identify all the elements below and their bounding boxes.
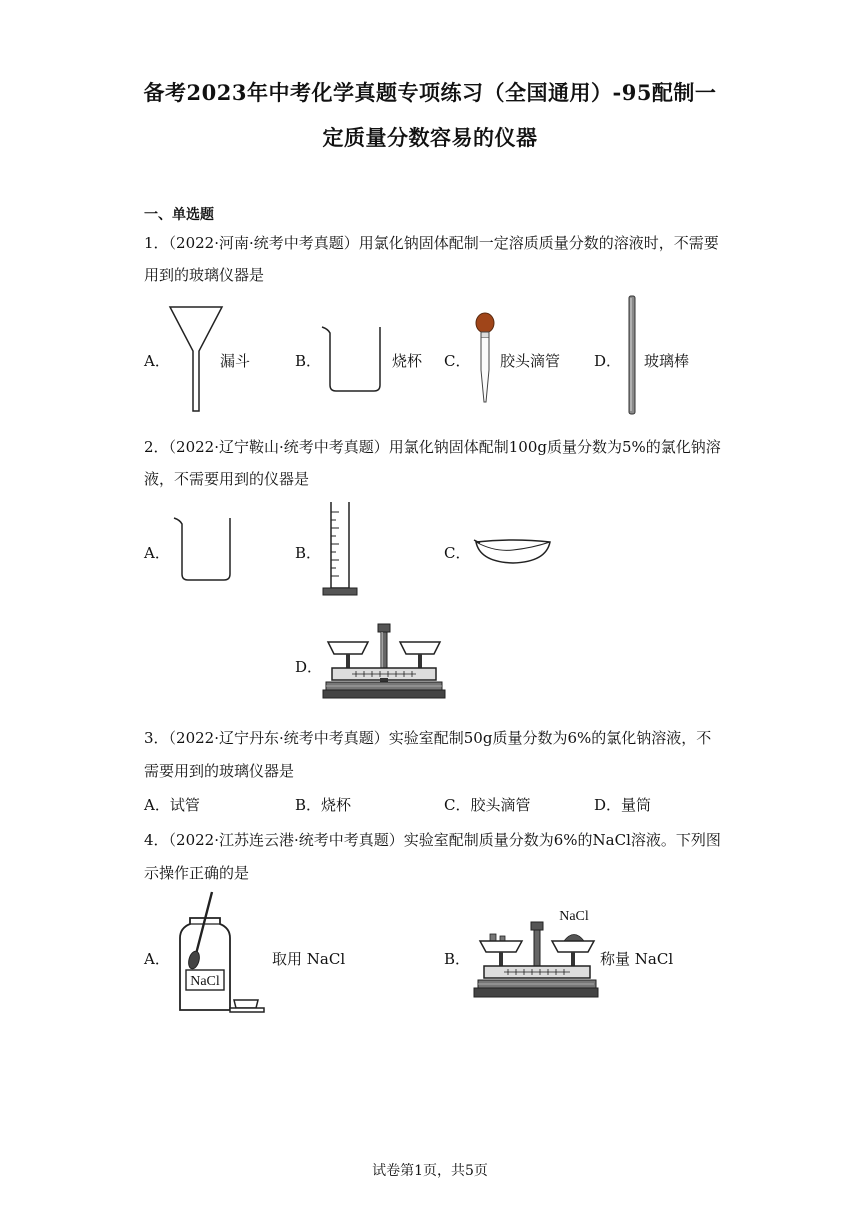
question-4-line-1: 4．（2022·江苏连云港·统考中考真题）实验室配制质量分数为6%的NaCl溶液。下列图	[144, 831, 721, 849]
graduated-cylinder-icon	[320, 500, 360, 598]
q4-option-a-letter: A．	[144, 950, 170, 968]
q1-option-d-letter: D．	[594, 352, 622, 370]
q4-option-b-label: 称量 NaCl	[600, 950, 674, 968]
q4-option-b-letter: B．	[444, 950, 471, 968]
q3-option-c-letter: C．	[444, 796, 471, 814]
q3-option-b	[295, 794, 351, 815]
balance-icon	[472, 904, 600, 1004]
q2-option-b-letter: B．	[295, 544, 322, 562]
page-title-line-1: 备考2023年中考化学真题专项练习（全国通用）-95配制一	[143, 80, 717, 105]
question-4-line-2: 示操作正确的是	[144, 864, 250, 882]
q1-option-b-letter: B．	[295, 352, 322, 370]
q3-option-d-letter: D．	[594, 796, 622, 814]
q3-option-a-letter: A．	[144, 796, 170, 814]
q4-option-a-label: 取用 NaCl	[272, 950, 346, 968]
funnel-icon	[168, 305, 224, 413]
bottle-label-text: NaCl	[190, 974, 220, 989]
dropper-icon	[472, 312, 498, 404]
q1-option-d-label: 玻璃棒	[644, 352, 690, 370]
q3-option-a	[144, 794, 200, 815]
section-heading: 一、单选题	[144, 207, 214, 223]
evaporating-dish-icon	[472, 532, 554, 566]
beaker-icon	[320, 323, 388, 393]
q3-option-d	[594, 794, 651, 815]
question-1-line-2: 用到的玻璃仪器是	[144, 266, 265, 284]
page-title-line-2: 定质量分数容易的仪器	[322, 125, 538, 150]
q3-option-b-letter: B．	[295, 796, 322, 814]
q2-option-d-letter: D．	[295, 658, 323, 676]
q1-option-c-letter: C．	[444, 352, 471, 370]
q3-option-a-label: 试管	[169, 796, 200, 814]
reagent-bottle-icon	[172, 890, 268, 1016]
page-footer: 试卷第1页，共5页	[372, 1163, 488, 1179]
question-1-line-1: 1．（2022·河南·统考中考真题）用氯化钠固体配制一定溶质质量分数的溶液时，不需要	[144, 234, 719, 252]
question-2-line-1: 2．（2022·辽宁鞍山·统考中考真题）用氯化钠固体配制100g质量分数为5%的氯化钠溶	[144, 438, 721, 456]
q3-option-c-label: 胶头滴管	[470, 796, 531, 814]
question-3-line-1: 3．（2022·辽宁丹东·统考中考真题）实验室配制50g质量分数为6%的氯化钠溶液，不	[144, 729, 712, 747]
balance-icon	[322, 620, 446, 704]
q3-option-c	[444, 794, 531, 815]
q1-option-a-letter: A．	[144, 352, 170, 370]
beaker-icon	[172, 514, 238, 584]
q1-option-b-label: 烧杯	[392, 352, 423, 370]
q2-option-c-letter: C．	[444, 544, 471, 562]
q1-option-c-label: 胶头滴管	[500, 352, 561, 370]
glass-rod-icon	[627, 295, 637, 415]
q1-option-a-label: 漏斗	[220, 352, 251, 370]
q3-option-d-label: 量筒	[621, 796, 652, 814]
question-2-line-2: 液，不需要用到的仪器是	[144, 470, 310, 488]
question-3-line-2: 需要用到的玻璃仪器是	[144, 762, 295, 780]
q3-option-b-label: 烧杯	[321, 796, 352, 814]
weighing-label-text: NaCl	[559, 909, 589, 924]
q2-option-a-letter: A．	[144, 544, 170, 562]
